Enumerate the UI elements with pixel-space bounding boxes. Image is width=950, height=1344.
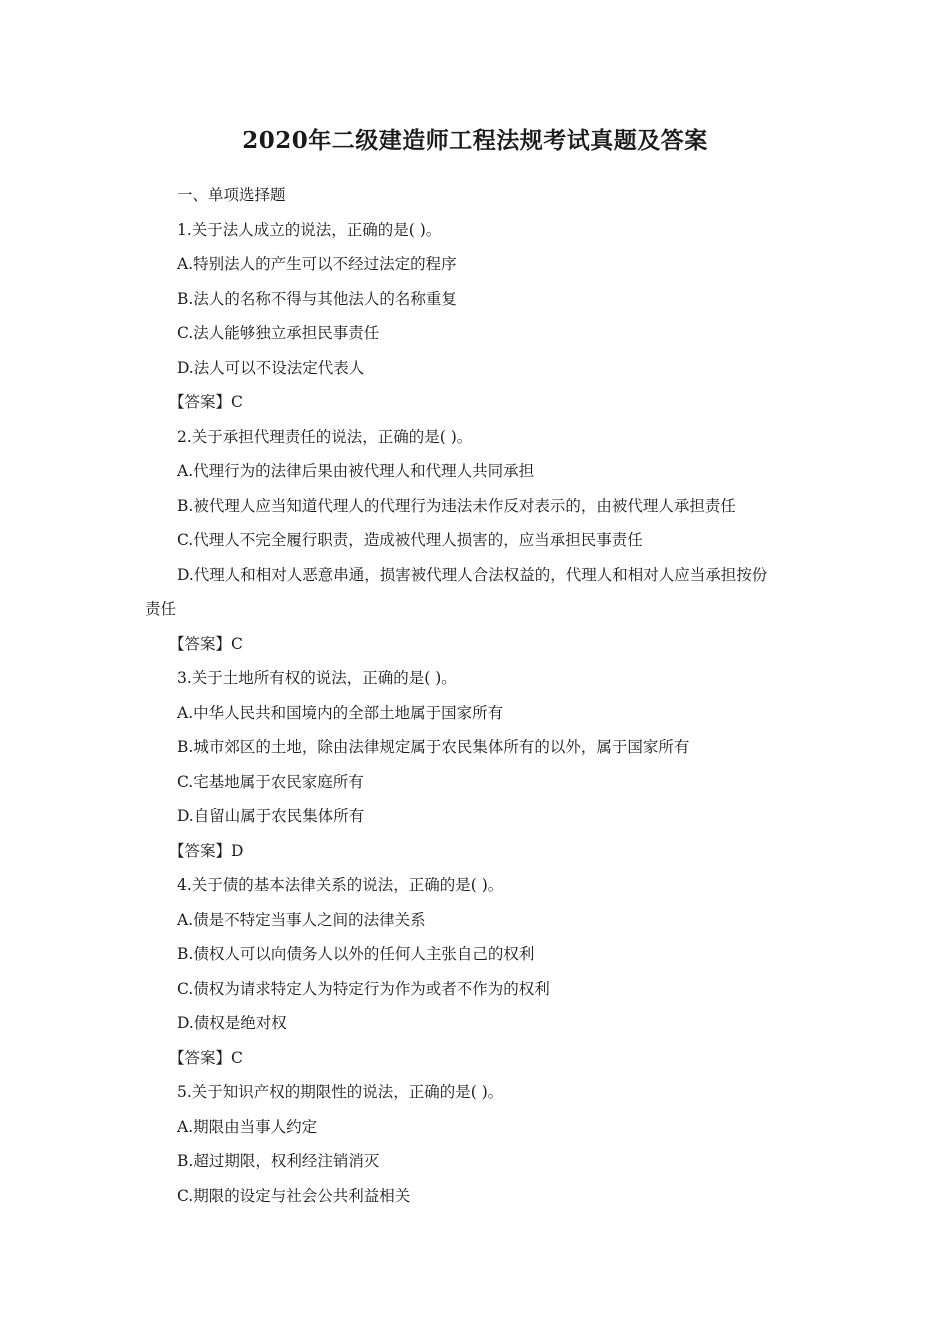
question-3-answer: 【答案】D [169, 841, 244, 860]
question-3-option-a: A.中华人民共和国境内的全部土地属于国家所有 [177, 703, 504, 722]
question-5-option-b: B.超过期限，权利经注销消灭 [177, 1152, 380, 1170]
question-2-option-d: D.代理人和相对人恶意串通，损害被代理人合法权益的，代理人和相对人应当承担按份 [177, 565, 768, 584]
question-5-stem: 5.关于知识产权的期限性的说法，正确的是( )。 [177, 1083, 504, 1101]
question-4-option-d: D.债权是绝对权 [177, 1014, 287, 1032]
question-1-option-d: D.法人可以不设法定代表人 [177, 358, 365, 377]
question-5-option-a: A.期限由当事人约定 [177, 1117, 318, 1136]
question-4-stem: 4.关于债的基本法律关系的说法，正确的是( )。 [177, 876, 504, 894]
question-2-answer: 【答案】C [169, 634, 243, 653]
question-2-option-d-continuation: 责任 [145, 600, 177, 618]
question-3-stem: 3.关于土地所有权的说法，正确的是( )。 [177, 669, 457, 687]
question-2-option-a: A.代理行为的法律后果由被代理人和代理人共同承担 [177, 462, 535, 480]
question-4-option-b: B.债权人可以向债务人以外的任何人主张自己的权利 [177, 945, 535, 963]
question-1-option-b: B.法人的名称不得与其他法人的名称重复 [177, 289, 457, 308]
question-4-answer: 【答案】C [169, 1048, 243, 1067]
question-1-option-a: A.特别法人的产生可以不经过法定的程序 [177, 255, 457, 273]
document-title: 2020年二级建造师工程法规考试真题及答案 [242, 127, 708, 154]
question-3-option-c: C.宅基地属于农民家庭所有 [177, 772, 364, 791]
question-1-option-c: C.法人能够独立承担民事责任 [177, 324, 380, 342]
question-2-option-b: B.被代理人应当知道代理人的代理行为违法未作反对表示的，由被代理人承担责任 [177, 496, 736, 515]
question-3-option-d: D.自留山属于农民集体所有 [177, 807, 365, 825]
question-5-option-c: C.期限的设定与社会公共利益相关 [177, 1186, 411, 1205]
question-2-stem: 2.关于承担代理责任的说法，正确的是( )。 [177, 427, 473, 446]
question-3-option-b: B.城市郊区的土地，除由法律规定属于农民集体所有的以外，属于国家所有 [177, 738, 690, 756]
question-4-option-c: C.债权为请求特定人为特定行为作为或者不作为的权利 [177, 979, 550, 998]
question-1-answer: 【答案】C [169, 393, 243, 411]
question-1-stem: 1.关于法人成立的说法，正确的是( )。 [177, 220, 442, 239]
section-heading: 一、单项选择题 [177, 186, 286, 204]
document-body [145, 178, 815, 1213]
question-4-option-a: A.债是不特定当事人之间的法律关系 [177, 910, 426, 929]
question-2-option-c: C.代理人不完全履行职责，造成被代理人损害的，应当承担民事责任 [177, 531, 643, 549]
